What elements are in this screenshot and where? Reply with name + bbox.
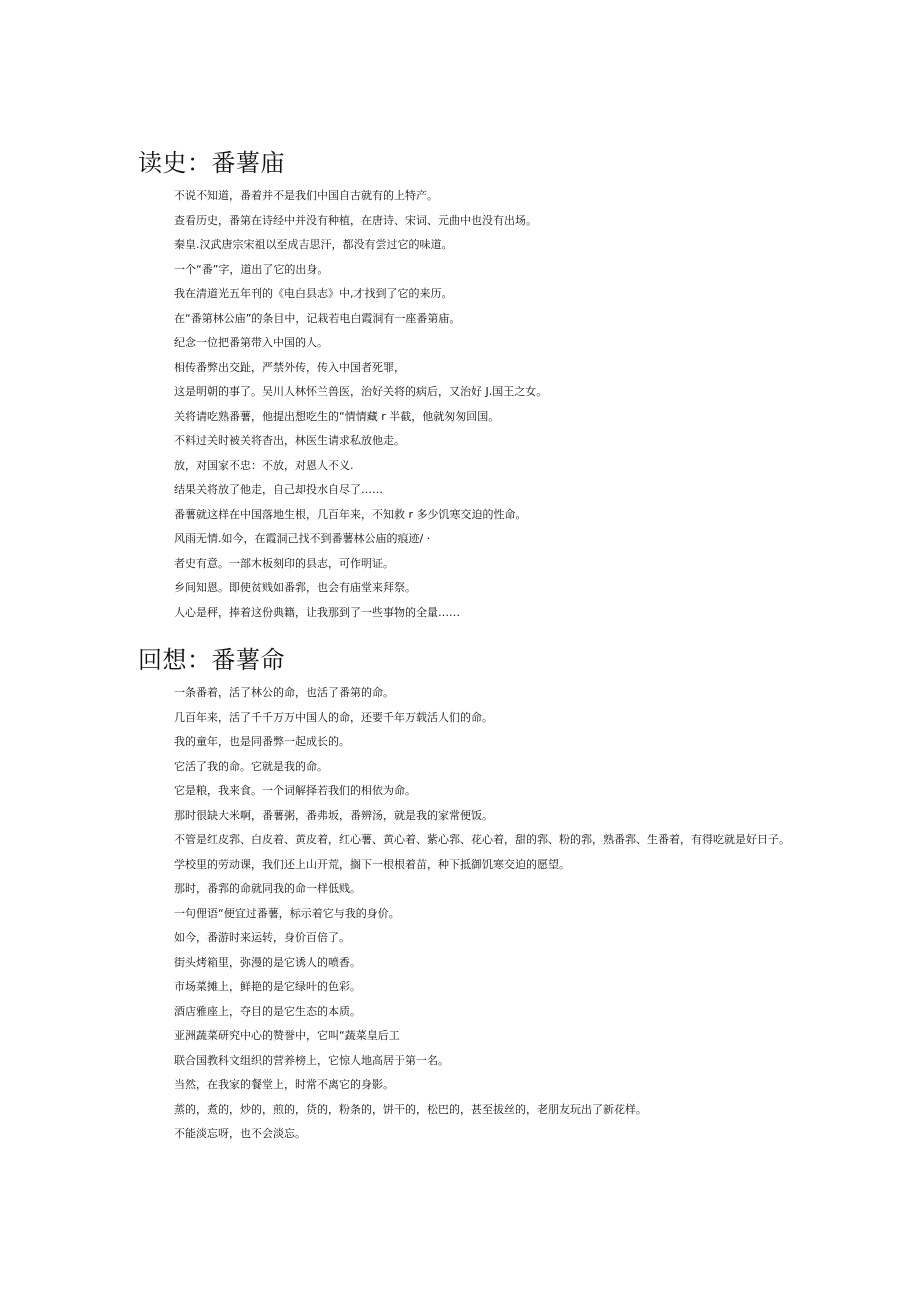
paragraph-line: 放，对国家不忠：不放，对恩人不义. [174, 458, 354, 472]
paragraph-line: 那时很缺大米啊，番薯粥，番弗坂，番辨汤，就是我的家常便饭。 [174, 808, 493, 822]
paragraph-line: 一句俚语“便宜过番薯，标示着它与我的身价。 [174, 906, 400, 920]
section-recollection-paragraphs [174, 684, 904, 1150]
paragraph-line: 蒸的，煮的，炒的，煎的，货的，粉条的，饼干的，松巴的，甚至拔丝的，老朋友玩出了新花样。 [174, 1102, 647, 1116]
section-title-recollection: 回想：番薯命 [138, 646, 285, 674]
paragraph-line: 一个“番”字，道出了它的出身。 [174, 262, 329, 276]
paragraph-line: 查看历史，番第在诗经中并没有种植，在唐诗、宋词、元曲中也没有出场。 [174, 213, 537, 227]
paragraph-line: 酒店雅座上，夺目的是它生态的本质。 [174, 1004, 361, 1018]
paragraph-line: 我在清道光五年刊的《电白县志》中,才找到了它的来历。 [174, 287, 453, 300]
paragraph-line: 者史有意。一部木板刻印的县志，可作明证。 [174, 556, 394, 570]
paragraph-line: 几百年来，活了千千万万中国人的命，还要千年万载活人们的命。 [174, 710, 493, 724]
section-title-reading-history: 读史：番薯庙 [138, 149, 285, 177]
paragraph-line: 它活了我的命。它就是我的命。 [174, 759, 328, 773]
paragraph-line: 我的童年，也是同番弊一起成长的。 [174, 735, 350, 748]
paragraph-line: 不能淡忘呀，也不会淡忘。 [174, 1127, 306, 1140]
paragraph-line: 亚洲蔬菜研究中心的赞誉中，它叫“蔬菜皇后工 [174, 1029, 400, 1042]
paragraph-line: 相传番弊出交趾，严禁外传，传入中国者死罪， [174, 360, 405, 374]
paragraph-line: 番薯就这样在中国落地生根，几百年来，不知救 r 多少饥寒交迫的性命。 [174, 507, 527, 521]
paragraph-line: 人心是秤，捧着这份典籍，让我那到了一些事物的全量…… [174, 605, 460, 619]
paragraph-line: 街头烤箱里，弥漫的是它诱人的喷香。 [174, 955, 361, 969]
paragraph-line: 纪念一位把番第带入中国的人。 [174, 336, 328, 349]
paragraph-line: 当然，在我家的餐堂上，时常不离它的身影。 [174, 1078, 394, 1091]
paragraph-line: 在“番第林公庙”的条目中，记栽若电白霞洞有一座番第庙。 [174, 311, 461, 325]
paragraph-line: 市场菜摊上，鲜艳的是它绿叶的色彩。 [174, 980, 361, 993]
paragraph-line: 学校里的劳动课，我们还上山开荒，搁下一根根着苗，种下抵御饥寒交迫的愿望。 [174, 857, 570, 871]
paragraph-line: 它是粮，我来食。一个词解择若我们的相依为命。 [174, 784, 416, 797]
paragraph-line: 那时，番郛的命就同我的命一样低贱。 [174, 882, 361, 895]
paragraph-line: 结果关将放了他走，自己却投水自尽了…… [174, 483, 383, 496]
paragraph-line: 关将请吃熟番薯，他提出想吃生的“情情藏 r 半截，他就匆匆回国。 [174, 409, 500, 423]
paragraph-line: 不说不知道，番着并不是我们中国自古就有的上特产。 [174, 189, 438, 202]
paragraph-line: 不管是红皮郛、白皮着、黄皮着，红心薯、黄心着、紫心郛、花心着，甜的郛、粉的郛，熟番郛、生番着，有得吃就是好日子。 [174, 833, 790, 846]
section-reading-history-paragraphs [174, 187, 904, 628]
paragraph-line: 如今，番游时来运转，身价百倍了。 [174, 931, 350, 944]
paragraph-line: 乡间知恩。即使贫贱如番郛，也会有庙堂来拜祭。 [174, 581, 416, 594]
paragraph-line: 秦皇.汉武唐宗宋祖以至成吉思汗，都没有尝过它的味道。 [174, 238, 453, 251]
paragraph-line: 这是明朝的事了。吴川人林怀兰兽医，治好关将的病后，又治好 J.国王之女。 [174, 385, 548, 398]
paragraph-line: 联合国教科文组织的营养榜上，它惊人地高居于第一名。 [174, 1053, 449, 1067]
paragraph-line: 不料过关时被关将杳出，林医生请求私放他走。 [174, 434, 405, 447]
paragraph-line: 一条番着，活了林公的命，也活了番第的命。 [174, 686, 394, 699]
paragraph-line: 风雨无情.如今，在霞洞己找不到番薯林公庙的痕迹/ · [174, 532, 431, 545]
